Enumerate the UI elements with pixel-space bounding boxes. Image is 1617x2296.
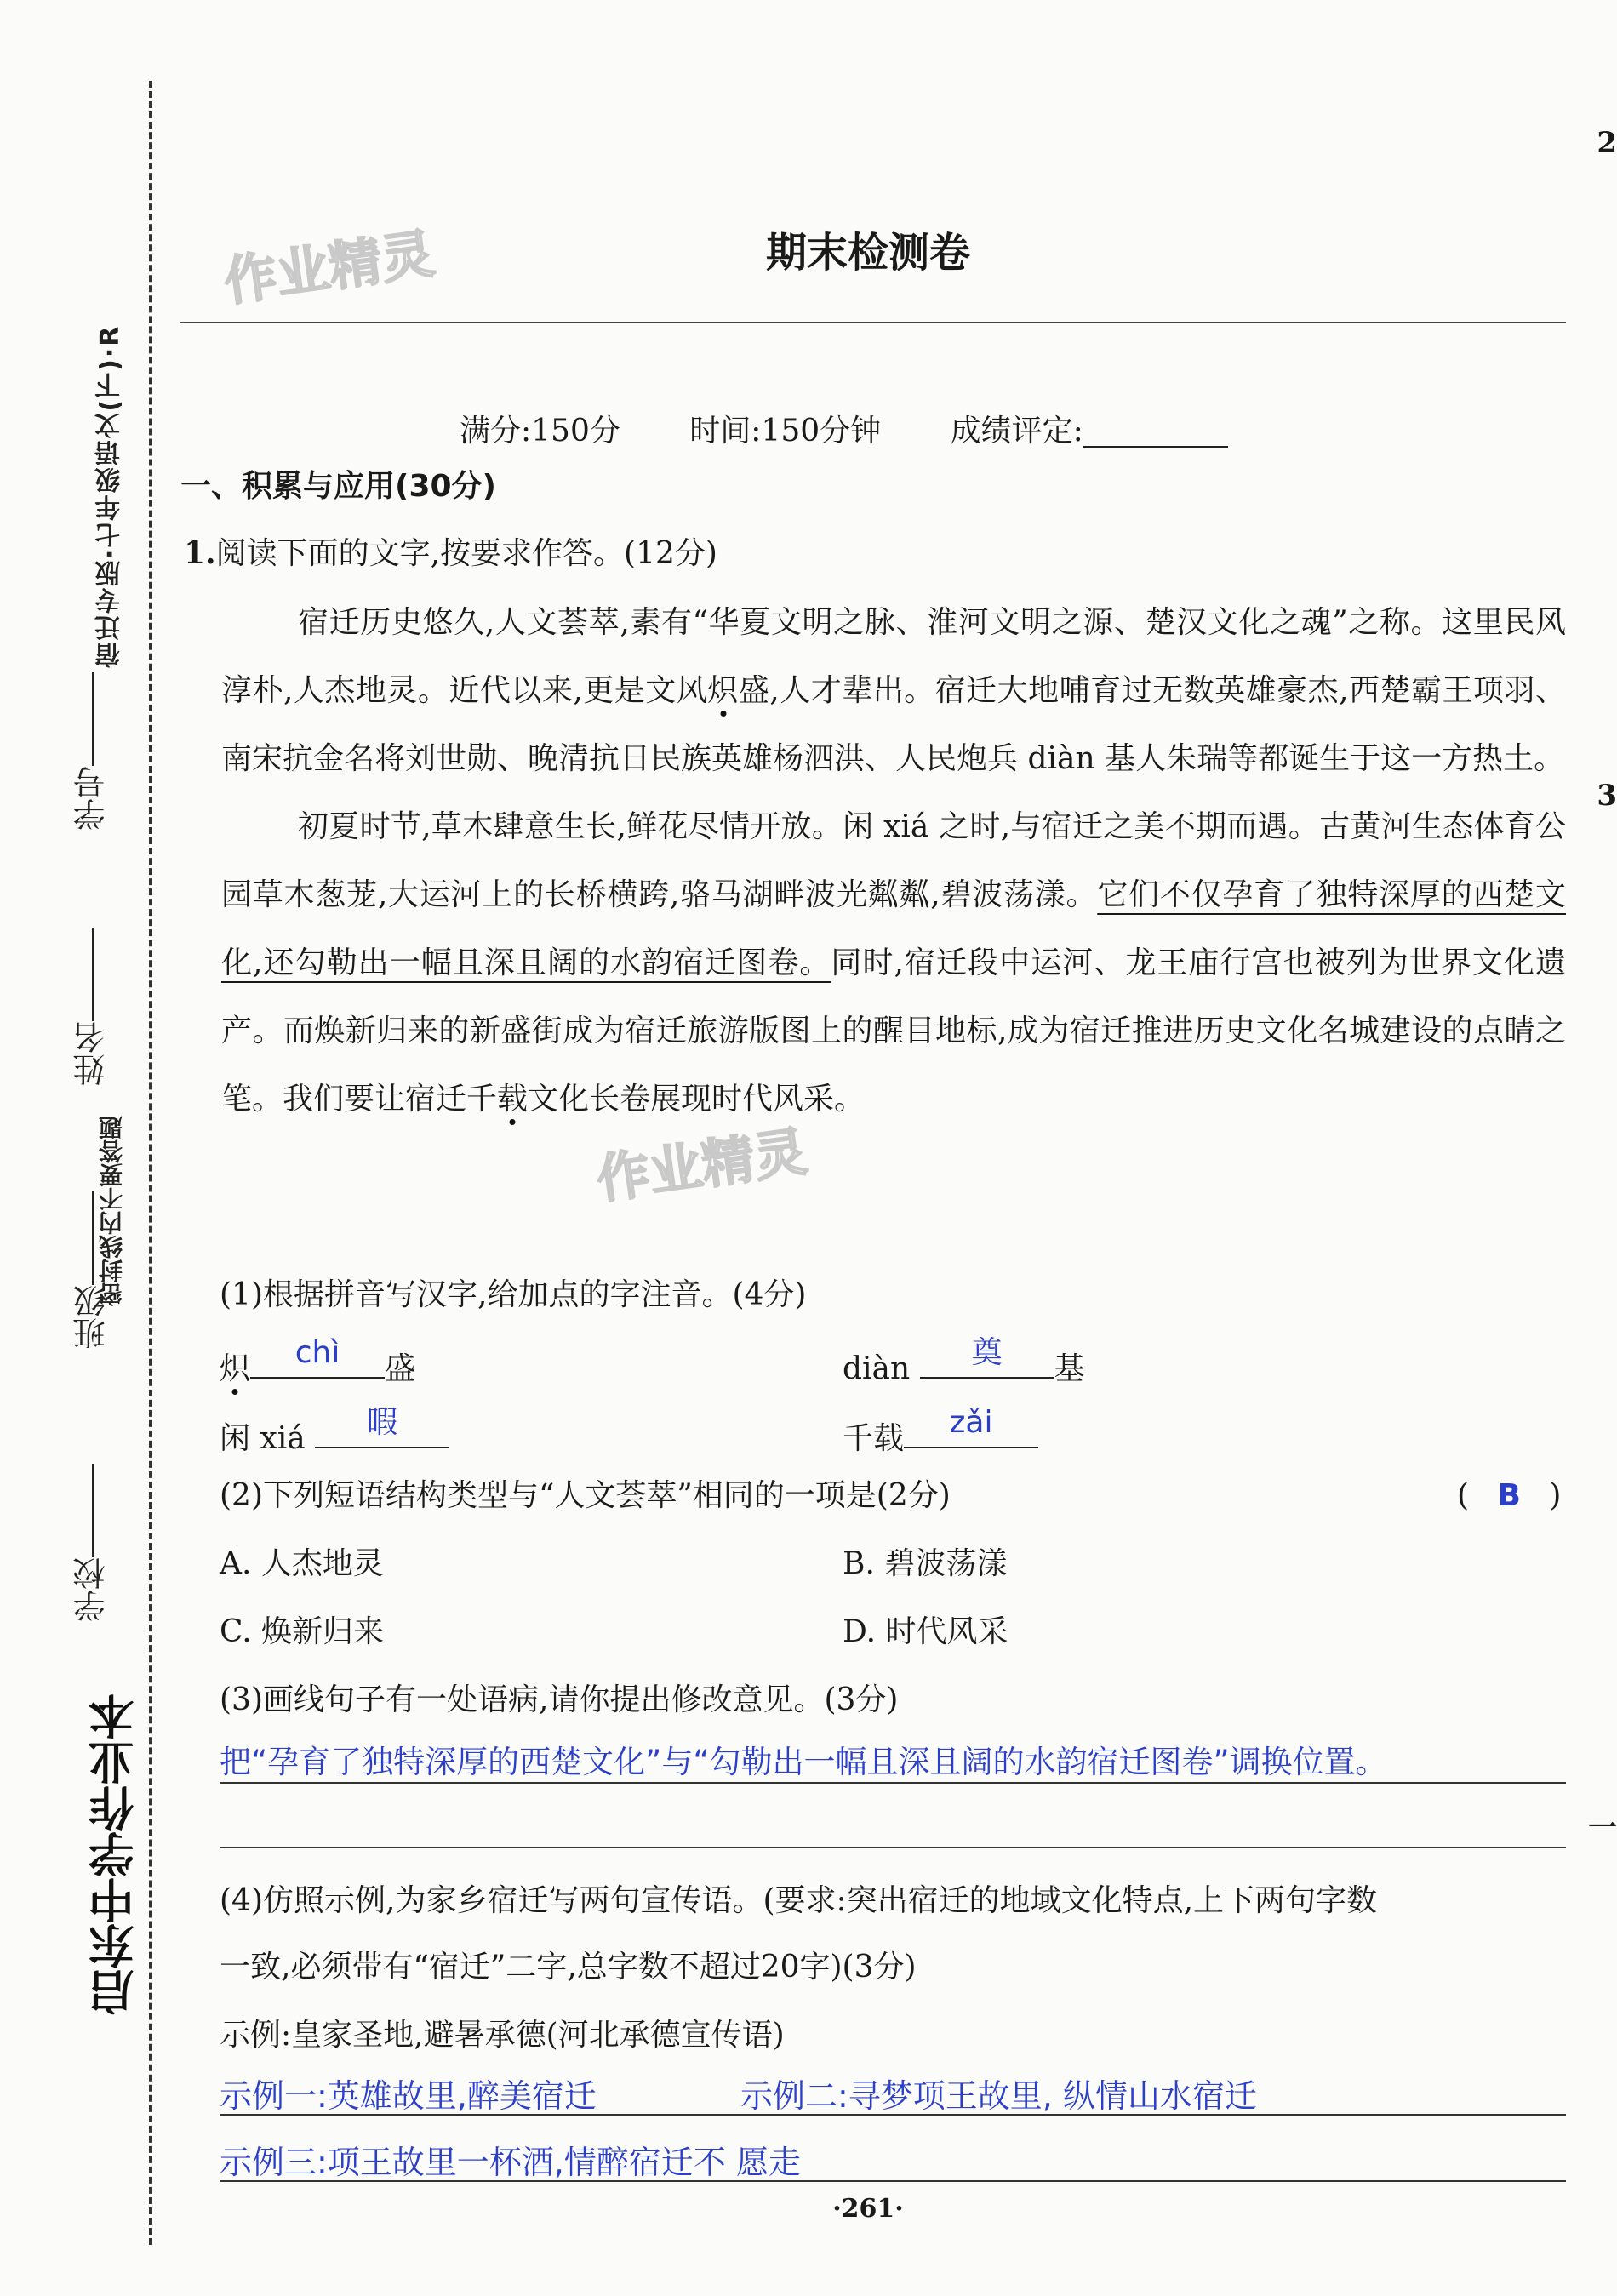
time-limit: 时间:150分钟: [689, 414, 882, 448]
p2-part-b: 同时,宿迁段中运河、龙王庙行宫也被列为世界文化遗产。而焕新归来的新盛街成为宿迁旅游版图上的醒目地标,成为宿迁推进历史文化名城建设的点睛之笔。我们要让宿迁千: [221, 945, 1566, 1117]
edge-fragment-3: 一: [1588, 1811, 1617, 1845]
page-number: ·261·: [832, 2194, 904, 2224]
fill-item-chi: [220, 1335, 416, 1386]
field-xuehao: [68, 672, 115, 831]
answer-4-line-2[interactable]: [220, 2180, 1566, 2182]
dotted-char-chi: 炽: [707, 673, 739, 708]
option-b: B. 碧波荡漾: [843, 1546, 1008, 1581]
answer-4-line-1[interactable]: [220, 2114, 1566, 2116]
exam-meta: [460, 407, 1288, 450]
title-rule: [180, 322, 1566, 323]
sub-question-4-line-1: (4)仿照示例,为家乡宿迁写两句宣传语。(要求:突出宿迁的地域文化特点,上下两句字数: [220, 1883, 1378, 1918]
fill-item-xia-pre: 闲 xiá: [220, 1421, 306, 1456]
fill-blank-zai[interactable]: [904, 1405, 1038, 1448]
answer-3-line-1[interactable]: [220, 1782, 1566, 1784]
example-slogan: 示例:皇家圣地,避暑承德(河北承德宣传语): [220, 2018, 785, 2053]
passage-paragraph-1: [221, 589, 1566, 793]
option-a: A. 人杰地灵: [220, 1546, 384, 1581]
full-score: 满分:150分: [460, 414, 620, 448]
grade-label: 成绩评定:: [950, 414, 1083, 448]
question-1-number: 1.: [184, 535, 216, 571]
answer-4-slogan-2: 示例二:寻梦项王故里, 纵情山水宿迁: [740, 2077, 1257, 2115]
p2-part-a: 初夏时节,草木肆意生长,鲜花尽情开放。闲 xiá 之时,与宿迁之美不期而遇。古黄河生态体育公园草木葱茏,大运河上的长桥横跨,骆马湖畔波光粼粼,碧波荡漾。: [221, 809, 1566, 912]
field-banji-blank[interactable]: [89, 1191, 94, 1285]
answer-3-line-2[interactable]: [220, 1847, 1566, 1848]
sub-question-2: (2)下列短语结构类型与“人文荟萃”相同的一项是(2分): [220, 1478, 951, 1513]
p2-part-c: 文化长卷展现时代风采。: [528, 1082, 866, 1117]
dotted-char-zai: 载: [497, 1082, 529, 1117]
field-xuexiao: [68, 1464, 115, 1622]
sub-question-4-line-2: 一致,必须带有“宿迁”二字,总字数不超过20字)(3分): [220, 1950, 917, 1985]
passage: [221, 589, 1566, 1134]
choice-paren-right: ): [1549, 1478, 1562, 1513]
fill-blank-chi[interactable]: [250, 1335, 385, 1379]
sub-question-3: (3)画线句子有一处语病,请你提出修改意见。(3分): [220, 1682, 899, 1717]
choice-paren-left: (: [1457, 1478, 1470, 1513]
brand-title: 启东中学作业本: [88, 1693, 141, 2015]
choice-answer-slot: [1457, 1479, 1561, 1513]
question-1-text: 阅读下面的文字,按要求作答。(12分): [215, 536, 717, 571]
answer-chi: chì: [294, 1335, 340, 1370]
field-banji-label: 班级: [73, 1285, 111, 1350]
binding-dashed-line: [149, 81, 152, 2245]
field-xuehao-blank[interactable]: [89, 672, 94, 766]
sub-question-1: (1)根据拼音写汉字,给加点的字注音。(4分): [220, 1277, 807, 1312]
answer-3-handwritten: 把“孕育了独特深厚的西楚文化”与“勾勒出一幅且深且阔的水韵宿迁图卷”调换位置。: [220, 1744, 1387, 1780]
field-banji: [68, 1191, 115, 1350]
fill-item-zai-pre: 千载: [843, 1421, 905, 1456]
edge-fragment-2: 3: [1597, 779, 1617, 813]
field-xuexiao-label: 学校: [73, 1557, 111, 1622]
p1-part-a: 宿迁历史悠久,人文荟萃,素有“华夏文明之脉、淮河文明之源、楚汉文化之魂”之称。这里民风淳朴,人杰地灵。近代以来,更是文风: [221, 605, 1566, 708]
fill-item-xia: [220, 1405, 449, 1456]
watermark-mid: 作业精灵: [592, 1120, 811, 1211]
field-xingming-label: 姓名: [73, 1021, 111, 1086]
fill-item-chi-post: 盛: [385, 1351, 416, 1386]
fill-item-chi-pre: 炽: [220, 1351, 251, 1386]
question-1-prompt: [184, 536, 717, 571]
grade-blank[interactable]: [1083, 417, 1228, 448]
edge-fragment-1: 2: [1597, 126, 1617, 160]
fill-item-dian: [843, 1335, 1085, 1386]
answer-dian: 奠: [971, 1335, 1003, 1370]
fill-item-zai: [843, 1405, 1038, 1456]
underlined-sentence: 它们不仅孕育了独特深厚的西楚文化,还勾勒出一幅且深且阔的水韵宿迁图卷。: [221, 877, 1566, 980]
section-1-heading: 一、积累与应用(30分): [180, 469, 497, 504]
fill-item-dian-pre: diàn: [843, 1351, 911, 1386]
passage-paragraph-2: [221, 793, 1566, 1134]
answer-xia: 暇: [367, 1405, 398, 1440]
p1-part-b: 盛,人才辈出。宿迁大地哺育过无数英雄豪杰,西楚霸王项羽、南宋抗金名将刘世勋、晚清抗日民族英雄杨泗洪、人民炮兵 diàn 基人朱瑞等都诞生于这一方热土。: [221, 673, 1566, 776]
watermark-top: 作业精灵: [220, 222, 438, 313]
page-title: 期末检测卷: [765, 229, 970, 277]
field-xuexiao-blank[interactable]: [89, 1464, 94, 1557]
choice-answer[interactable]: B: [1497, 1478, 1521, 1513]
fill-blank-dian[interactable]: [920, 1335, 1054, 1379]
option-d: D. 时代风采: [843, 1614, 1008, 1649]
field-xingming-blank[interactable]: [89, 928, 94, 1021]
field-xuehao-label: 学号: [73, 766, 111, 831]
fill-item-dian-post: 基: [1054, 1351, 1085, 1386]
answer-zai: zǎi: [949, 1405, 993, 1440]
seal-notice: 密封线内不要答题: [98, 1116, 126, 1306]
option-c: C. 焕新归来: [220, 1614, 385, 1649]
series-label: 宿迁专版·七年级语文(下)·R: [95, 324, 125, 668]
answer-4-slogan-1: 示例一:英雄故里,醉美宿迁: [220, 2077, 597, 2115]
fill-blank-xia[interactable]: [315, 1405, 449, 1448]
answer-4-slogan-3: 示例三:项王故里一杯酒,情醉宿迁不 愿走: [220, 2144, 801, 2181]
